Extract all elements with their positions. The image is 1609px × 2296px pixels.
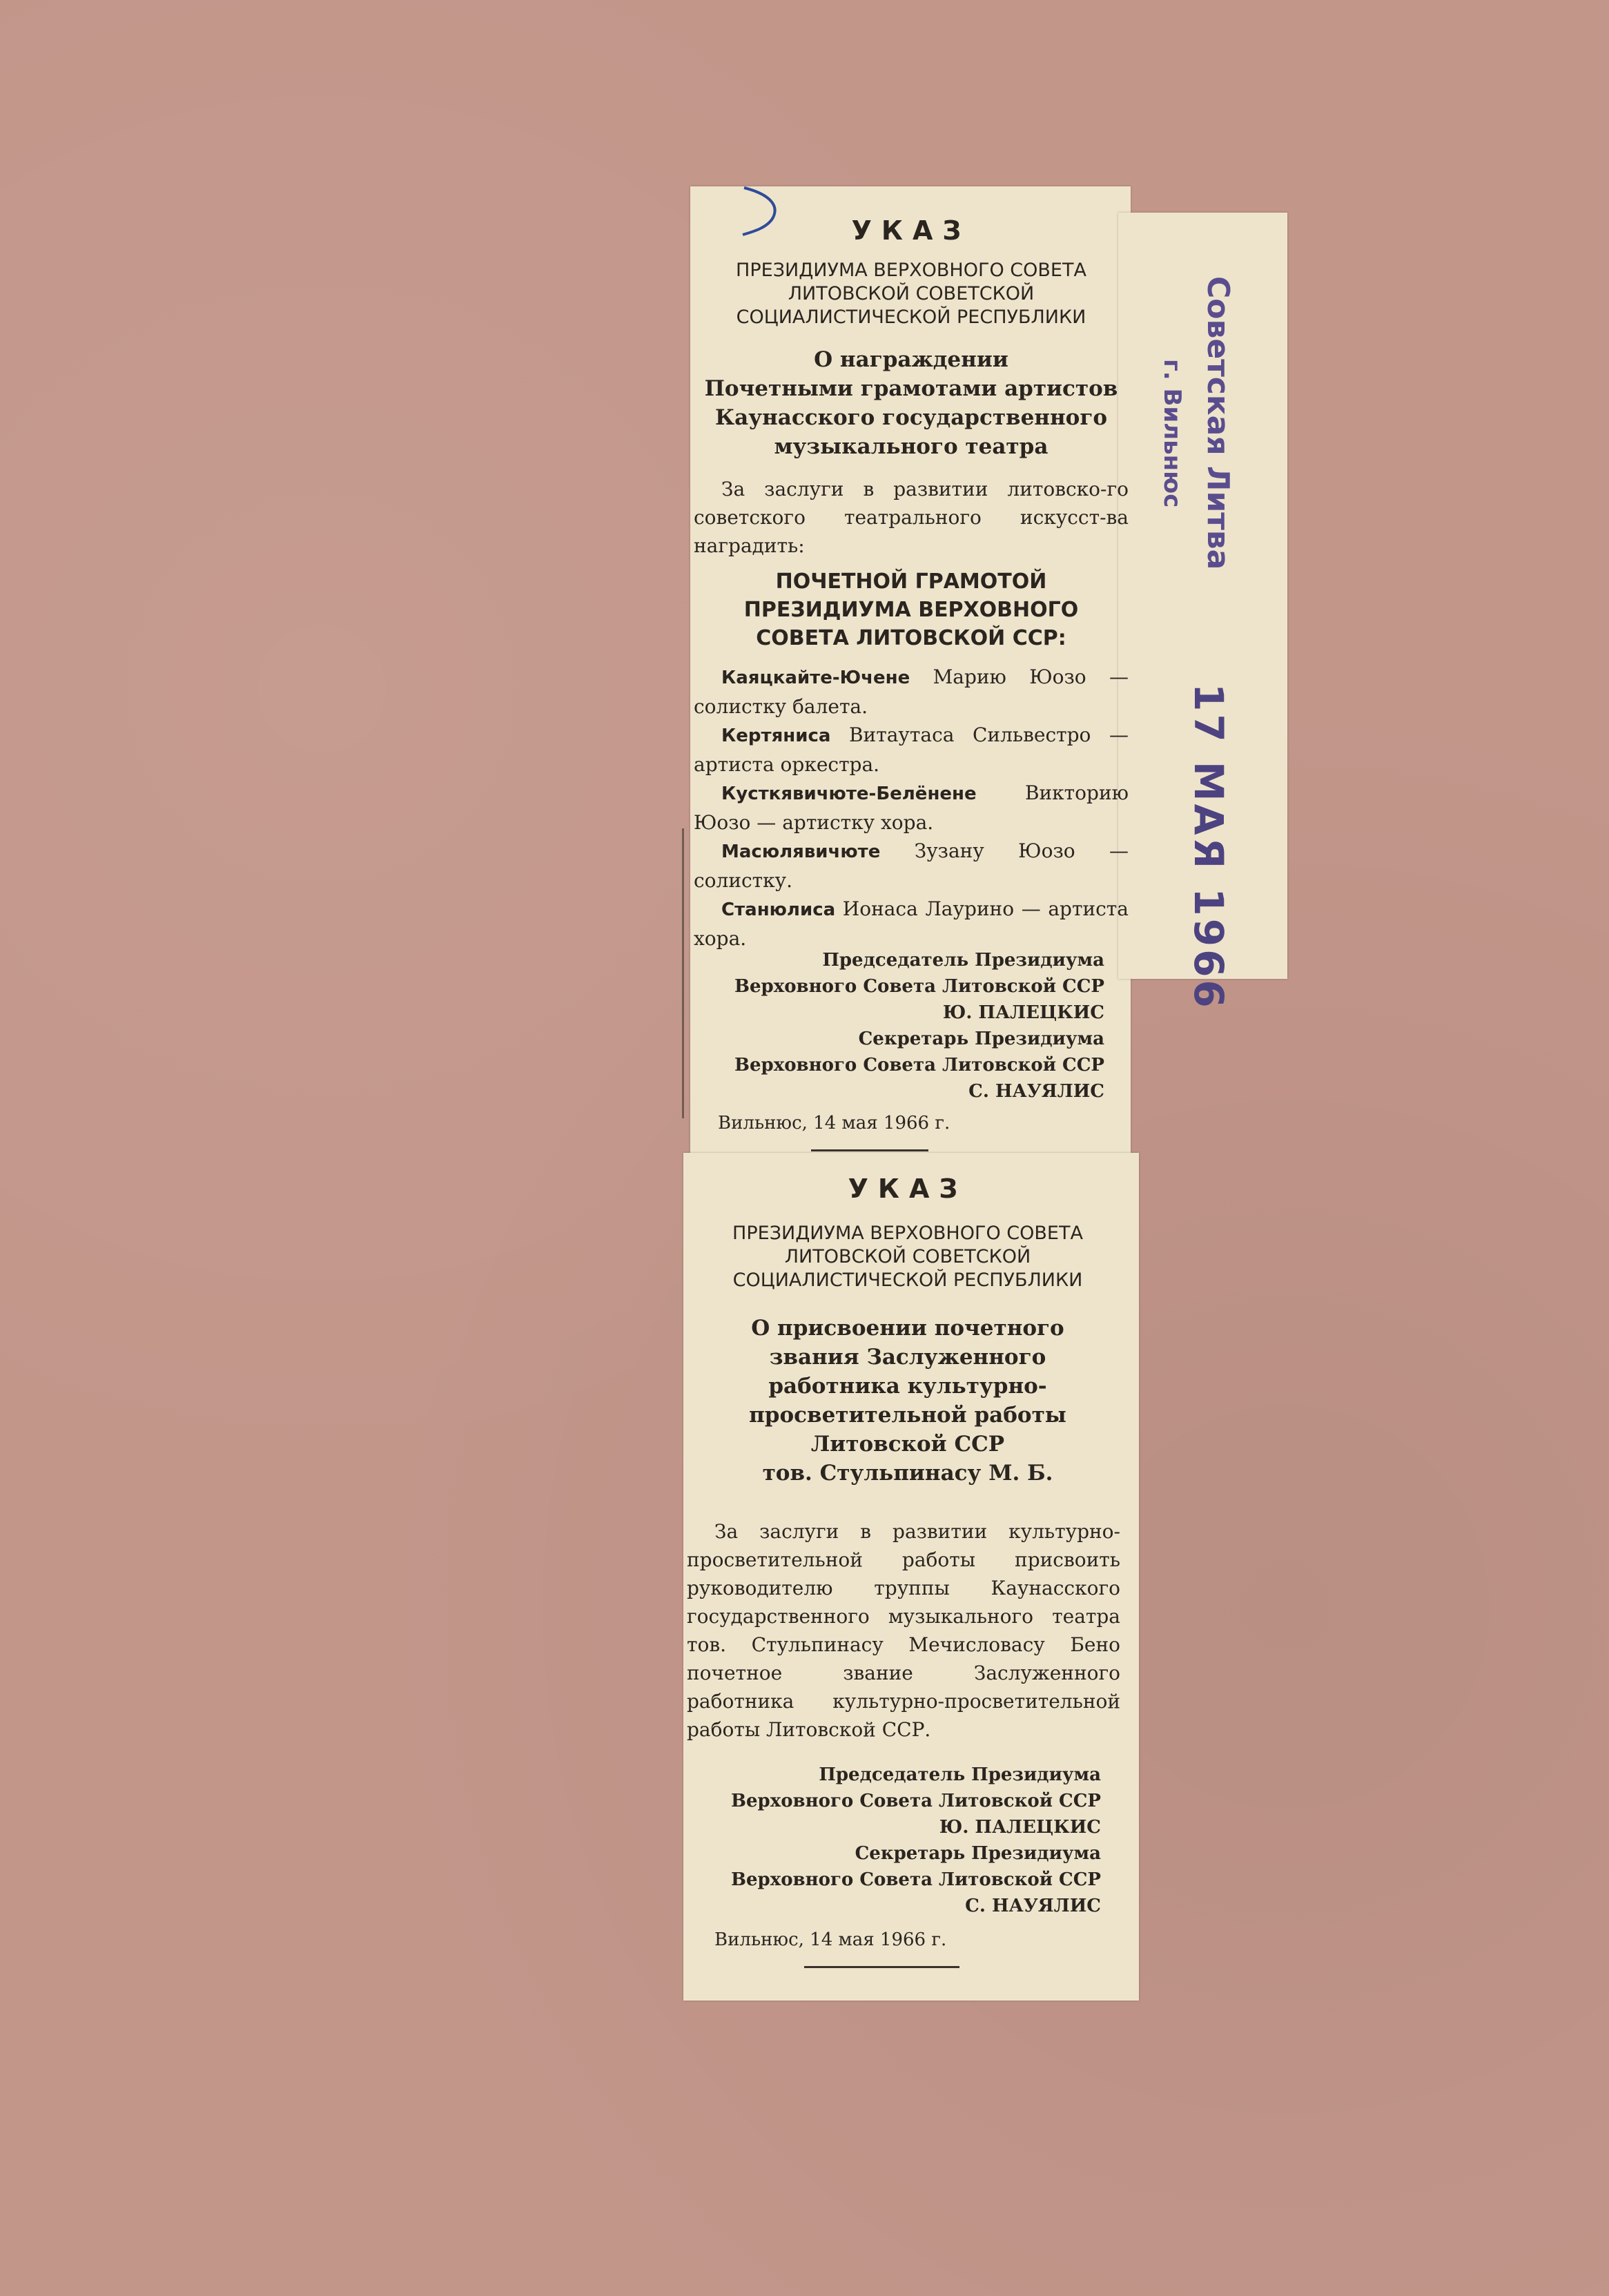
clip2-end-rule — [804, 1966, 959, 1968]
clip1-place-date: Вильнюс, 14 мая 1966 г. — [718, 1113, 950, 1134]
clip1-title: УКАЗ — [851, 215, 971, 246]
signature-line: Секретарь Президиума — [855, 1843, 1101, 1864]
clip2-heading-line: О присвоении почетного — [751, 1316, 1064, 1341]
awardee-details: Витаутаса Сильвестро — артиста оркестра. — [694, 723, 1129, 776]
clip1-presidium-line: СОЦИАЛИСТИЧЕСКОЙ РЕСПУБЛИКИ — [736, 307, 1086, 328]
clip1-gramota-line: ПРЕЗИДИУМА ВЕРХОВНОГО — [743, 598, 1079, 622]
clip2-presidium-line: ЛИТОВСКОЙ СОВЕТСКОЙ — [784, 1246, 1031, 1267]
clip2-heading-line: Литовской ССР — [810, 1432, 1005, 1457]
clip1-heading-line: Почетными грамотами артистов — [704, 376, 1118, 401]
signature-line: Председатель Президиума — [822, 950, 1104, 971]
clip2-heading-line: работника культурно- — [768, 1374, 1047, 1399]
clip1-heading-line: музыкального театра — [774, 434, 1049, 459]
clip2-heading-line: тов. Стульпинасу М. Б. — [762, 1461, 1053, 1486]
clip2-body: За заслуги в развитии культурно-просветительной работы присвоить руководителю труппы Каунасского государственного музыкального театра тов. Стульпинасу Мечисловасу Бено почетное звание Заслуженного работника культурно-просветительной работы Литовской ССР. — [687, 1520, 1120, 1741]
signature-line: Верховного Совета Литовской ССР — [731, 1869, 1101, 1890]
clip2-presidium-line: СОЦИАЛИСТИЧЕСКОЙ РЕСПУБЛИКИ — [732, 1269, 1083, 1291]
clip2-heading-line: просветительной работы — [749, 1403, 1066, 1428]
stamp-newspaper: Советская Литва — [1200, 276, 1236, 570]
awardee-item — [694, 837, 1129, 895]
signature-line: Верховного Совета Литовской ССР — [731, 1791, 1101, 1811]
clip1-gramota-line: ПОЧЕТНОЙ ГРАМОТОЙ — [775, 570, 1047, 594]
clip1-heading — [694, 345, 1129, 461]
awardee-surname: Масюлявичюте — [721, 841, 881, 862]
clip1-end-rule — [811, 1149, 928, 1151]
clip2-signatures — [687, 1762, 1101, 1919]
paper-edge-shadow — [682, 828, 684, 1118]
clip1-heading-line: Каунасского государственного — [714, 405, 1108, 430]
signature-line: Председатель Президиума — [819, 1764, 1101, 1785]
clip1-signatures — [694, 947, 1104, 1105]
awardee-item — [694, 779, 1129, 837]
signature-name: С. НАУЯЛИС — [965, 1896, 1101, 1916]
clip1-presidium-line: ПРЕЗИДИУМА ВЕРХОВНОГО СОВЕТА — [736, 260, 1086, 281]
signature-name: Ю. ПАЛЕЦКИС — [939, 1817, 1101, 1838]
awardee-details: Марию Юозо — солистку балета. — [694, 665, 1129, 718]
awardee-details: Ионаса Лаурино — артиста хора. — [694, 897, 1129, 950]
awardee-surname: Кусткявичюте-Белёнене — [721, 784, 977, 804]
signature-line: Верховного Совета Литовской ССР — [734, 1055, 1104, 1076]
signature-name: Ю. ПАЛЕЦКИС — [942, 1002, 1104, 1023]
clip2-heading — [687, 1314, 1129, 1488]
clip2-presidium-line: ПРЕЗИДИУМА ВЕРХОВНОГО СОВЕТА — [732, 1223, 1083, 1244]
clip2-heading-line: звания Заслуженного — [769, 1345, 1046, 1370]
signature-line: Секретарь Президиума — [858, 1029, 1104, 1049]
awardee-item — [694, 663, 1129, 721]
awardee-surname: Кертяниса — [721, 726, 831, 746]
clip2-title: УКАЗ — [848, 1174, 968, 1204]
clip2-presidium — [687, 1222, 1129, 1292]
signature-name: С. НАУЯЛИС — [968, 1081, 1104, 1102]
awardee-details: Зузану Юозо — солистку. — [694, 839, 1129, 892]
awardee-surname: Каяцкайте-Ючене — [721, 668, 910, 688]
clip1-presidium-line: ЛИТОВСКОЙ СОВЕТСКОЙ — [788, 283, 1035, 304]
stamp-date: 17 МАЯ 1966 — [1185, 683, 1232, 1011]
awardee-surname: Станюлиса — [721, 899, 836, 920]
clip1-gramota-line: СОВЕТА ЛИТОВСКОЙ ССР: — [756, 626, 1066, 650]
signature-line: Верховного Совета Литовской ССР — [734, 976, 1104, 997]
awardee-item — [694, 895, 1129, 953]
clip2-place-date: Вильнюс, 14 мая 1966 г. — [714, 1929, 947, 1950]
stamp-city: г. Вильнюс — [1158, 359, 1186, 508]
clip1-intro: За заслуги в развитии литовско-го советского театрального искусст-ва наградить: — [694, 478, 1129, 557]
clip1-heading-line: О награждении — [814, 347, 1008, 372]
clip1-gramota — [694, 567, 1129, 652]
awardee-details: Викторию Юозо — артистку хора. — [694, 781, 1129, 834]
clip1-awardees — [694, 663, 1129, 953]
clip1-presidium — [694, 259, 1129, 329]
awardee-item — [694, 721, 1129, 779]
